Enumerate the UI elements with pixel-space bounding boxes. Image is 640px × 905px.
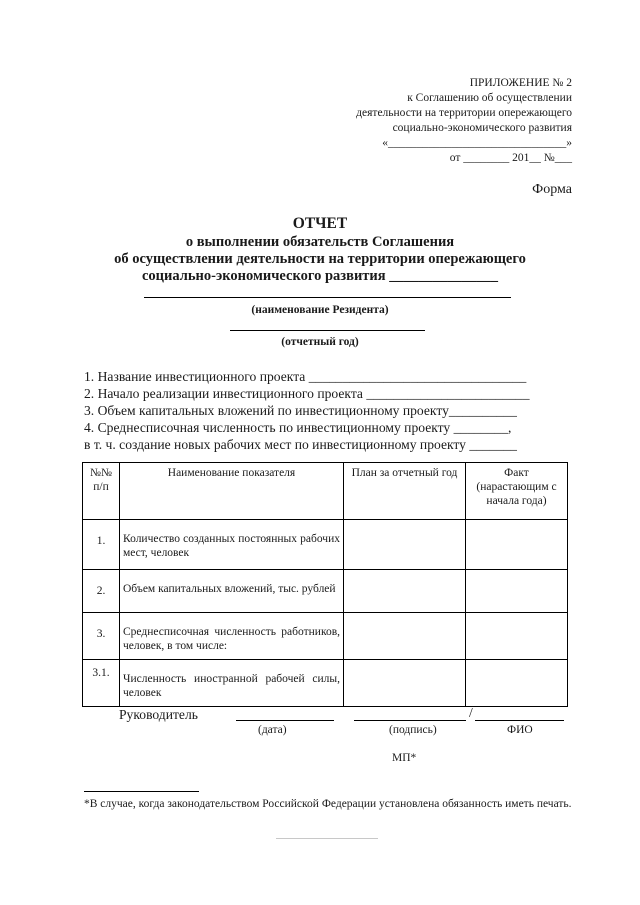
form-label: Форма — [532, 182, 572, 197]
field-project-name: 1. Название инвестиционного проекта ________________________________ — [84, 369, 527, 384]
appendix-line: социально-экономического развития — [392, 122, 572, 134]
appendix-line: к Соглашению об осуществлении — [407, 92, 572, 104]
row-number: 3. — [83, 613, 120, 660]
report-table — [82, 462, 568, 707]
field-capital-investment: 3. Объем капитальных вложений по инвестиционному проекту__________ — [84, 403, 517, 418]
report-subtitle: о выполнении обязательств Соглашения — [185, 234, 455, 250]
plan-cell[interactable] — [344, 613, 466, 660]
footnote-separator — [84, 791, 199, 792]
appendix-agreement-name: «_______________________________» — [382, 137, 572, 149]
table-header-row — [83, 463, 568, 520]
report-subtitle: об осуществлении деятельности на территории опережающего — [114, 251, 526, 267]
plan-cell[interactable] — [344, 570, 466, 613]
date-line[interactable] — [236, 720, 334, 721]
report-title: ОТЧЕТ — [292, 215, 348, 232]
signature-caption: (подпись) — [389, 724, 437, 736]
appendix-number: ПРИЛОЖЕНИЕ № 2 — [469, 77, 572, 89]
resident-name-line[interactable] — [144, 297, 511, 298]
field-avg-headcount: 4. Среднесписочная численность по инвестиционному проекту ________, — [84, 420, 512, 435]
fio-line[interactable] — [475, 720, 564, 721]
plan-cell[interactable] — [344, 520, 466, 570]
row-indicator: Количество созданных постоянных рабочих мест, человек — [120, 520, 344, 570]
col-header-indicator: Наименование показателя — [120, 463, 344, 520]
fact-cell[interactable] — [466, 613, 568, 660]
reporting-year-line[interactable] — [230, 330, 425, 331]
row-number: 1. — [83, 520, 120, 570]
footnote-text: *В случае, когда законодательством Российской Федерации установлена обязанность иметь печать. — [84, 798, 572, 810]
resident-caption: (наименование Резидента) — [251, 304, 389, 316]
fio-caption: ФИО — [507, 724, 533, 736]
row-indicator: Среднесписочная численность работников, человек, в том числе: — [120, 613, 344, 660]
col-header-plan: План за отчетный год — [344, 463, 466, 520]
fact-cell[interactable] — [466, 520, 568, 570]
col-header-fact: Факт (нарастающим с начала года) — [466, 463, 568, 520]
appendix-line: деятельности на территории опережающего — [356, 107, 572, 119]
table-row — [83, 660, 568, 707]
head-label: Руководитель — [119, 707, 198, 722]
page-divider — [276, 838, 378, 839]
field-new-jobs: в т. ч. создание новых рабочих мест по инвестиционному проекту _______ — [84, 437, 517, 452]
signature-line[interactable] — [354, 720, 466, 721]
table-row — [83, 520, 568, 570]
report-subtitle: социально-экономического развития _______________ — [141, 268, 498, 284]
period-caption: (отчетный год) — [281, 336, 359, 348]
date-caption: (дата) — [258, 724, 287, 736]
fact-cell[interactable] — [466, 660, 568, 707]
table-row — [83, 570, 568, 613]
row-number: 3.1. — [83, 660, 120, 707]
col-header-number: №№ п/п — [83, 463, 120, 520]
signature-slash: / — [469, 705, 473, 720]
fact-cell[interactable] — [466, 570, 568, 613]
plan-cell[interactable] — [344, 660, 466, 707]
row-indicator: Численность иностранной рабочей силы, человек — [120, 660, 344, 707]
appendix-date-number: от ________ 201__ №___ — [449, 152, 572, 164]
field-project-start: 2. Начало реализации инвестиционного проекта ________________________ — [84, 386, 530, 401]
stamp-label: МП* — [392, 752, 417, 764]
row-indicator: Объем капитальных вложений, тыс. рублей — [120, 570, 344, 613]
table-row — [83, 613, 568, 660]
row-number: 2. — [83, 570, 120, 613]
